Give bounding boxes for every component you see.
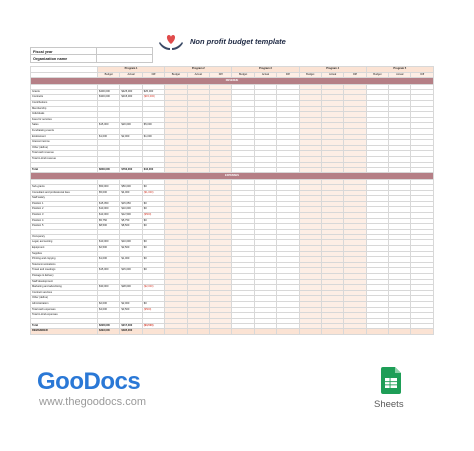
actual-cell[interactable]: $1,000: [120, 257, 142, 263]
budget-cell[interactable]: $4,000: [98, 307, 120, 313]
program-header: Program 3: [232, 67, 299, 73]
column-subheader: Diff: [411, 72, 434, 78]
actual-cell[interactable]: $762,000: [120, 167, 142, 173]
diff-cell[interactable]: ($1,000): [142, 190, 164, 196]
budget-sheet: [30, 47, 434, 335]
row-label: Contributions: [31, 101, 98, 107]
empty-cell[interactable]: [321, 329, 343, 335]
actual-cell[interactable]: $2,000: [120, 134, 142, 140]
column-subheader: Diff: [209, 72, 231, 78]
actual-cell[interactable]: $10,000: [120, 207, 142, 213]
row-label: Marketing and advertising: [31, 285, 98, 291]
row-label: Endowment: [31, 134, 98, 140]
actual-cell[interactable]: $2,500: [120, 246, 142, 252]
row-label: Sales: [31, 123, 98, 129]
column-subheader: Actual: [321, 72, 343, 78]
budget-cell[interactable]: $5,750: [98, 218, 120, 224]
row-label: Supplies: [31, 251, 98, 257]
column-subheader: Actual: [187, 72, 209, 78]
website-url: www.thegoodocs.com: [39, 396, 146, 408]
row-label: Fees for services: [31, 117, 98, 123]
goodocs-logo: GooDocs: [37, 368, 141, 395]
row-label: Other (define): [31, 145, 98, 151]
diff-cell[interactable]: $1,000: [142, 134, 164, 140]
info-value-cell[interactable]: [97, 55, 153, 63]
diff-cell[interactable]: [142, 329, 164, 335]
row-label: Sub-grants: [31, 184, 98, 190]
row-label: Staff salary: [31, 196, 98, 202]
row-label: Position 1: [31, 201, 98, 207]
actual-cell[interactable]: $395,000: [120, 329, 142, 335]
actual-cell[interactable]: $28,000: [120, 285, 142, 291]
remainder-row: [31, 329, 434, 335]
row-label: Total: [31, 167, 98, 173]
actual-cell[interactable]: $4,000: [120, 190, 142, 196]
row-label: Position 2: [31, 207, 98, 213]
diff-cell[interactable]: ($500): [142, 212, 164, 218]
info-row: [30, 55, 434, 63]
column-subheader: Actual: [389, 72, 411, 78]
actual-cell[interactable]: $15,000: [120, 268, 142, 274]
actual-cell[interactable]: $10,000: [120, 240, 142, 246]
expenses-section-header: [31, 173, 434, 180]
row-label: Postage & delivery: [31, 273, 98, 279]
row-label: Position 3: [31, 212, 98, 218]
diff-cell[interactable]: $0: [142, 257, 164, 263]
actual-cell[interactable]: $2,000: [120, 301, 142, 307]
empty-cell[interactable]: [344, 329, 366, 335]
row-label: Administration: [31, 301, 98, 307]
info-label: Fiscal year: [30, 47, 97, 55]
info-value-cell[interactable]: [97, 47, 153, 55]
info-block: [30, 47, 434, 63]
row-label: Contract services: [31, 290, 98, 296]
sheets-label: Sheets: [374, 399, 404, 410]
column-subheader: Actual: [254, 72, 276, 78]
column-subheader: Budget: [366, 72, 388, 78]
budget-cell[interactable]: $2,000: [98, 301, 120, 307]
column-subheader: Budget: [232, 72, 254, 78]
row-label: Other (define): [31, 296, 98, 302]
diff-cell[interactable]: ($2,000): [142, 285, 164, 291]
empty-cell[interactable]: [277, 329, 299, 335]
section-title: REVENUE: [31, 78, 434, 85]
empty-cell[interactable]: [299, 329, 321, 335]
remainder-label: REMAINDER: [31, 329, 98, 335]
budget-cell[interactable]: $1,000: [98, 134, 120, 140]
row-label: Total cash revenue: [31, 151, 98, 157]
diff-cell[interactable]: $0: [142, 301, 164, 307]
empty-cell[interactable]: [366, 329, 388, 335]
revenue-section-header: [31, 78, 434, 85]
column-subheader: Diff: [142, 72, 164, 78]
row-label: Position 5: [31, 224, 98, 230]
row-label: Legal, accounting: [31, 240, 98, 246]
actual-cell[interactable]: $20,000: [120, 123, 142, 129]
column-subheader: Budget: [165, 72, 187, 78]
section-title: EXPENSES: [31, 173, 434, 180]
actual-cell[interactable]: $217,300: [120, 323, 142, 329]
row-label: Individuals: [31, 112, 98, 118]
actual-cell[interactable]: $50,000: [120, 184, 142, 190]
budget-cell[interactable]: $30,000: [98, 285, 120, 291]
row-label: Travel and meetings: [31, 268, 98, 274]
actual-cell[interactable]: $15,050: [120, 201, 142, 207]
budget-cell[interactable]: $1,000: [98, 257, 120, 263]
budget-cell[interactable]: $15,050: [98, 201, 120, 207]
actual-cell[interactable]: $8,500: [120, 224, 142, 230]
empty-cell[interactable]: [389, 329, 411, 335]
budget-cell[interactable]: $5,000: [98, 190, 120, 196]
column-subheader: Budget: [98, 72, 120, 78]
row-label: Printing and copying: [31, 257, 98, 263]
row-label: Position 4: [31, 218, 98, 224]
column-subheader: Diff: [277, 72, 299, 78]
row-label: Occupancy: [31, 234, 98, 240]
actual-cell[interactable]: $5,750: [120, 218, 142, 224]
column-subheader: Actual: [120, 72, 142, 78]
diff-cell[interactable]: ($15,000): [142, 95, 164, 101]
row-label: Telecommunications: [31, 262, 98, 268]
program-header: Program 4: [299, 67, 366, 73]
diff-cell[interactable]: $0: [142, 246, 164, 252]
budget-cell[interactable]: $50,000: [98, 184, 120, 190]
document-title: Non profit budget template: [190, 37, 286, 46]
budget-cell[interactable]: $8,500: [98, 224, 120, 230]
program-header: Program 2: [165, 67, 232, 73]
diff-cell[interactable]: $0: [142, 207, 164, 213]
budget-cell[interactable]: $330,000: [98, 95, 120, 101]
empty-cell[interactable]: [254, 329, 276, 335]
empty-cell[interactable]: [187, 329, 209, 335]
budget-table: [30, 66, 434, 335]
budget-cell[interactable]: $13,000: [98, 212, 120, 218]
actual-cell[interactable]: $315,000: [120, 95, 142, 101]
diff-cell[interactable]: $0: [142, 184, 164, 190]
row-label: Total in-kind revenue: [31, 157, 98, 163]
diff-cell[interactable]: $0: [142, 224, 164, 230]
row-label: Fundraising events: [31, 129, 98, 135]
budget-cell[interactable]: $10,000: [98, 240, 120, 246]
info-label: Organization name: [30, 55, 97, 63]
diff-cell[interactable]: $5,000: [142, 123, 164, 129]
row-label: Grants: [31, 89, 98, 95]
row-label: Total in-kind expenses: [31, 313, 98, 319]
budget-cell[interactable]: $228,000: [98, 323, 120, 329]
empty-cell[interactable]: [165, 329, 187, 335]
diff-cell[interactable]: $0: [142, 201, 164, 207]
diff-cell[interactable]: $0: [142, 268, 164, 274]
row-label: Staff development: [31, 279, 98, 285]
empty-cell[interactable]: [209, 329, 231, 335]
budget-cell[interactable]: $636,000: [98, 167, 120, 173]
actual-cell[interactable]: $425,000: [120, 89, 142, 95]
actual-cell[interactable]: $12,500: [120, 212, 142, 218]
row-label: Total cash expenses: [31, 307, 98, 313]
diff-cell[interactable]: $0: [142, 240, 164, 246]
diff-cell[interactable]: $16,000: [142, 167, 164, 173]
row-label: Equipment: [31, 246, 98, 252]
budget-cell[interactable]: $2,500: [98, 246, 120, 252]
budget-cell[interactable]: $15,000: [98, 123, 120, 129]
row-label: Membership: [31, 106, 98, 112]
program-header: Program 5: [366, 67, 433, 73]
diff-cell[interactable]: $0: [142, 218, 164, 224]
empty-cell[interactable]: [411, 329, 434, 335]
info-row: [30, 47, 434, 55]
google-sheets-icon: [381, 367, 401, 394]
budget-cell[interactable]: $400,000: [98, 89, 120, 95]
budget-cell[interactable]: $393,000: [98, 329, 120, 335]
diff-cell[interactable]: ($500): [142, 307, 164, 313]
budget-cell[interactable]: $15,000: [98, 268, 120, 274]
row-label: Contracts: [31, 95, 98, 101]
budget-cell[interactable]: $10,000: [98, 207, 120, 213]
column-subheader: Diff: [344, 72, 366, 78]
actual-cell[interactable]: $3,500: [120, 307, 142, 313]
diff-cell[interactable]: $25,000: [142, 89, 164, 95]
program-header: Program 1: [98, 67, 165, 73]
diff-cell[interactable]: ($3,500): [142, 323, 164, 329]
column-subheader: Budget: [299, 72, 321, 78]
row-label: Total: [31, 323, 98, 329]
row-label: Consultant and professional fees: [31, 190, 98, 196]
empty-cell[interactable]: [232, 329, 254, 335]
row-label: Interest income: [31, 140, 98, 146]
